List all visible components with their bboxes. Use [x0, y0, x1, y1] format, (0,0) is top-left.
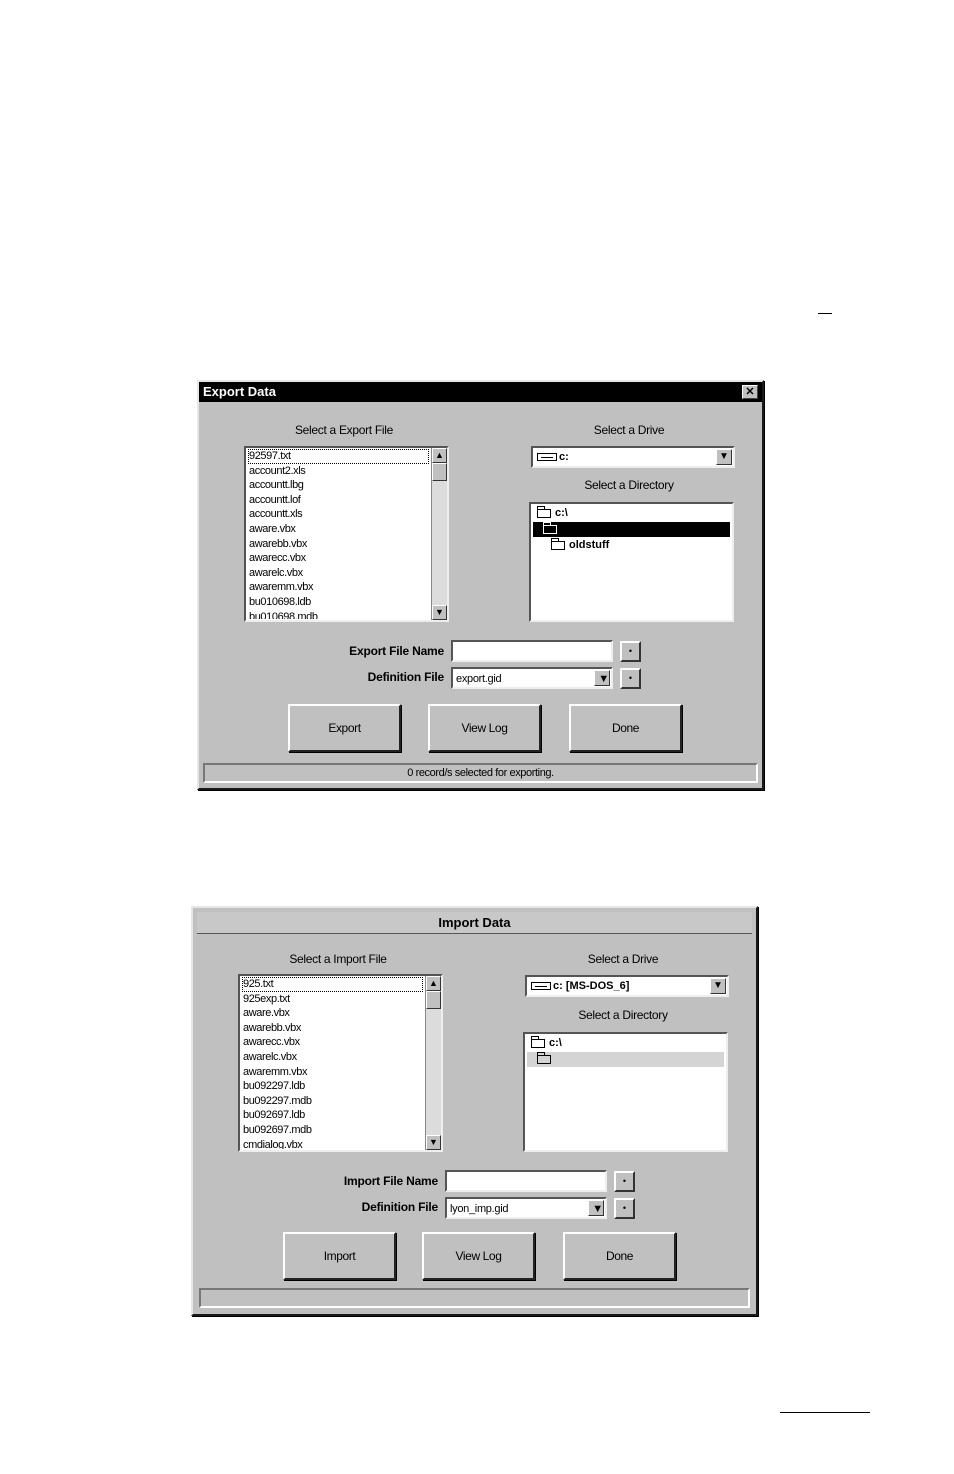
browse-dot-icon: • [622, 1176, 627, 1186]
list-item[interactable]: accountt.xls [249, 508, 303, 521]
directory-list[interactable] [529, 502, 734, 622]
import-file-name-label: Import File Name [343, 1174, 438, 1188]
definition-file-label: Definition File [367, 670, 444, 684]
list-item[interactable]: awarelc.vbx [243, 1050, 297, 1063]
drive-dropdown-button[interactable] [716, 449, 732, 465]
close-icon: ✕ [745, 386, 755, 398]
drive-label: Select a Drive [593, 423, 665, 437]
import-file-name-value [447, 1176, 450, 1188]
directory-name: c:\ [555, 507, 568, 519]
definition-dropdown-button[interactable] [594, 670, 610, 686]
import-title-bar[interactable] [197, 912, 752, 934]
drive-select-value: c: [559, 451, 569, 463]
list-item[interactable]: cmdialog.vbx [243, 1138, 303, 1149]
view-log-button[interactable] [428, 704, 541, 752]
drive-select[interactable] [525, 975, 729, 997]
chevron-down-icon: ▼ [598, 673, 609, 685]
drive-icon [537, 453, 557, 461]
drive-select[interactable] [531, 446, 735, 468]
drive-dropdown-button[interactable] [710, 978, 726, 994]
drive-select-value-wrap [531, 978, 629, 994]
scroll-down-button[interactable] [432, 605, 447, 620]
done-button[interactable] [569, 704, 682, 752]
folder-open-icon [543, 525, 557, 534]
list-item[interactable]: awarecc.vbx [243, 1036, 300, 1049]
view-log-button[interactable] [422, 1232, 535, 1280]
export-file-list[interactable] [244, 446, 449, 622]
status-bar [199, 1288, 750, 1308]
view-log-button-label: View Log [455, 1249, 502, 1263]
export-file-name-label: Export File Name [349, 644, 444, 658]
browse-definition-button[interactable] [614, 1198, 635, 1219]
chevron-down-icon: ▼ [592, 1203, 603, 1215]
file-list-scrollbar[interactable] [425, 976, 441, 1150]
scroll-down-icon: ▼ [429, 1137, 438, 1147]
directory-list[interactable] [523, 1032, 728, 1152]
list-item[interactable]: bu092297.ldb [243, 1080, 305, 1093]
list-item[interactable]: awarelc.vbx [249, 566, 303, 579]
scroll-up-button[interactable] [426, 976, 441, 991]
browse-dot-icon: • [622, 1203, 627, 1213]
folder-open-icon [537, 509, 551, 518]
export-button-label: Export [328, 721, 361, 735]
list-item[interactable]: accountt.lbg [249, 479, 304, 492]
drive-icon [531, 982, 551, 990]
browse-dot-icon: • [628, 646, 633, 656]
view-log-button-label: View Log [461, 721, 508, 735]
definition-file-value: lyon_imp.gid [450, 1203, 509, 1215]
list-item[interactable]: bu092297.mdb [243, 1094, 312, 1107]
chevron-down-icon: ▼ [713, 980, 723, 991]
chevron-down-icon: ▼ [719, 451, 729, 462]
import-dialog [191, 906, 758, 1316]
export-file-name-value [453, 646, 456, 658]
scroll-down-button[interactable] [426, 1135, 441, 1150]
directory-name: c:\ [549, 1037, 562, 1049]
import-file-label: Select a Import File [289, 952, 387, 966]
definition-file-select[interactable] [445, 1197, 607, 1219]
list-item[interactable]: 925.txt [242, 977, 423, 992]
list-item[interactable]: awarebb.vbx [243, 1021, 301, 1034]
drive-select-value: c: [MS-DOS_6] [553, 980, 630, 992]
folder-open-icon [531, 1039, 545, 1048]
import-file-list[interactable] [238, 974, 443, 1152]
folder-open-icon [537, 1055, 551, 1064]
directory-item[interactable] [527, 1036, 724, 1051]
scroll-up-button[interactable] [432, 448, 447, 463]
scroll-up-icon: ▲ [435, 450, 444, 460]
list-item[interactable]: aware.vbx [243, 1007, 290, 1020]
file-list-items [248, 449, 429, 619]
import-file-name-input[interactable] [445, 1170, 607, 1192]
page-mark-top [818, 313, 832, 314]
file-list-scrollbar[interactable] [431, 448, 447, 620]
directory-name: oldstuff [569, 539, 610, 551]
drive-label: Select a Drive [587, 952, 659, 966]
directory-label: Select a Directory [578, 1008, 668, 1022]
definition-file-value: export.gid [456, 673, 502, 685]
directory-item[interactable] [527, 1052, 724, 1067]
list-item[interactable]: accountt.lof [249, 493, 301, 506]
export-file-name-input[interactable] [451, 640, 613, 662]
browse-definition-button[interactable] [620, 668, 641, 689]
scroll-thumb[interactable] [432, 463, 447, 481]
export-file-label: Select a Export File [294, 423, 394, 437]
file-list-items [242, 977, 423, 1149]
export-dialog [197, 380, 764, 790]
close-button[interactable] [742, 385, 758, 399]
browse-dot-icon: • [628, 673, 633, 683]
list-item[interactable]: aware.vbx [249, 522, 296, 535]
browse-file-button[interactable] [614, 1171, 635, 1192]
dialog-title: Import Data [438, 915, 511, 930]
done-button-label: Done [605, 1249, 634, 1263]
scroll-down-icon: ▼ [435, 607, 444, 617]
import-button[interactable] [283, 1232, 396, 1280]
definition-file-label: Definition File [361, 1200, 438, 1214]
directory-label: Select a Directory [584, 478, 674, 492]
list-item[interactable]: bu010698.mdb [249, 610, 318, 619]
browse-file-button[interactable] [620, 641, 641, 662]
definition-dropdown-button[interactable] [588, 1200, 604, 1216]
directory-item[interactable] [533, 506, 730, 521]
list-item[interactable]: 925exp.txt [243, 992, 290, 1005]
done-button[interactable] [563, 1232, 676, 1280]
definition-file-select[interactable] [451, 667, 613, 689]
drive-select-value-wrap [537, 449, 569, 465]
dialog-title: Export Data [203, 384, 276, 399]
page-footer-rule [780, 1412, 870, 1413]
list-item[interactable]: awarebb.vbx [249, 537, 307, 550]
export-title-bar[interactable] [199, 382, 762, 402]
directory-item[interactable] [533, 522, 730, 537]
list-item[interactable]: account2.xls [249, 464, 306, 477]
list-item[interactable]: 92597.txt [248, 449, 429, 464]
import-button-label: Import [323, 1249, 356, 1263]
done-button-label: Done [611, 721, 640, 735]
list-item[interactable]: bu010698.ldb [249, 595, 311, 608]
status-bar: 0 record/s selected for exporting. [203, 763, 758, 783]
list-item[interactable]: awaremm.vbx [249, 581, 314, 594]
list-item[interactable]: bu092697.ldb [243, 1109, 305, 1122]
list-item[interactable]: awaremm.vbx [243, 1065, 308, 1078]
export-button[interactable] [288, 704, 401, 752]
list-item[interactable]: bu092697.mdb [243, 1123, 312, 1136]
folder-icon [551, 541, 565, 550]
directory-item[interactable] [533, 538, 730, 553]
list-item[interactable]: awarecc.vbx [249, 552, 306, 565]
scroll-up-icon: ▲ [429, 978, 438, 988]
scroll-thumb[interactable] [426, 991, 441, 1009]
